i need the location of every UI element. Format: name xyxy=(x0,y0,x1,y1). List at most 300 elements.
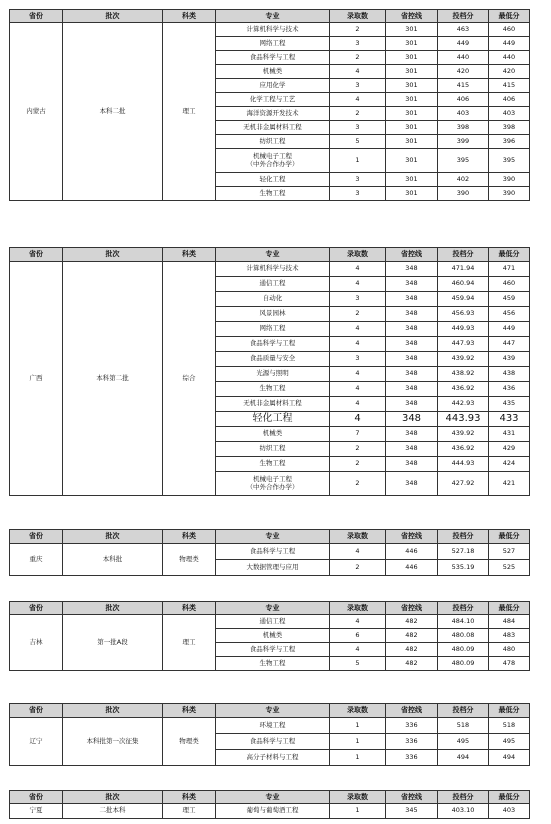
control-cell: 301 xyxy=(386,37,438,51)
lowest-cell: 471 xyxy=(489,262,530,277)
major-cell xyxy=(216,718,330,734)
header-province: 省份 xyxy=(10,10,63,23)
header-lowest: 最低分 xyxy=(489,10,530,23)
admitted-cell: 2 xyxy=(330,307,386,322)
major-cell xyxy=(216,367,330,382)
control-cell: 348 xyxy=(386,442,438,457)
admitted-cell: 4 xyxy=(330,322,386,337)
lowest-cell: 390 xyxy=(489,173,530,187)
major-cell xyxy=(216,734,330,750)
major-name: 食品科学与工程 xyxy=(249,644,296,653)
toudang-cell: 463 xyxy=(438,23,489,37)
control-cell: 446 xyxy=(386,560,438,576)
major-cell xyxy=(216,173,330,187)
major-name: 纺织工程 xyxy=(259,136,286,145)
table-row xyxy=(10,262,530,277)
admitted-cell: 1 xyxy=(330,718,386,734)
toudang-cell: 439.92 xyxy=(438,352,489,367)
toudang-cell: 443.93 xyxy=(438,412,489,427)
toudang-cell: 390 xyxy=(438,187,489,201)
header-control: 省控线 xyxy=(386,248,438,262)
admitted-cell: 2 xyxy=(330,51,386,65)
header-category: 科类 xyxy=(163,248,216,262)
control-cell: 446 xyxy=(386,544,438,560)
major-cell xyxy=(216,657,330,671)
lowest-cell: 390 xyxy=(489,187,530,201)
control-cell: 336 xyxy=(386,750,438,766)
major-cell xyxy=(216,277,330,292)
toudang-cell: 459.94 xyxy=(438,292,489,307)
admitted-cell: 4 xyxy=(330,397,386,412)
admitted-cell: 5 xyxy=(330,657,386,671)
control-cell: 301 xyxy=(386,149,438,173)
admitted-cell: 2 xyxy=(330,23,386,37)
control-cell: 348 xyxy=(386,307,438,322)
lowest-cell: 431 xyxy=(489,427,530,442)
header-major: 专业 xyxy=(216,791,330,804)
toudang-cell: 438.92 xyxy=(438,367,489,382)
header-province: 省份 xyxy=(10,530,63,544)
control-cell: 348 xyxy=(386,472,438,496)
toudang-cell: 440 xyxy=(438,51,489,65)
header-category: 科类 xyxy=(163,530,216,544)
toudang-cell: 449 xyxy=(438,37,489,51)
major-cell xyxy=(216,262,330,277)
header-province: 省份 xyxy=(10,602,63,615)
major-name: 海洋资源开发技术 xyxy=(246,108,299,117)
admitted-cell: 4 xyxy=(330,65,386,79)
lowest-cell: 460 xyxy=(489,23,530,37)
major-name: 葡萄与葡萄酒工程 xyxy=(246,806,299,815)
batch-cell: 第一批A段 xyxy=(63,615,163,671)
major-name: 光源与照明 xyxy=(256,369,289,378)
lowest-cell: 525 xyxy=(489,560,530,576)
admitted-cell: 2 xyxy=(330,472,386,496)
batch-cell: 二批本科 xyxy=(63,804,163,819)
admitted-cell: 5 xyxy=(330,135,386,149)
control-cell: 348 xyxy=(386,427,438,442)
table-row xyxy=(10,544,530,560)
major-name: 食品科学与工程 xyxy=(249,339,296,348)
lowest-cell: 398 xyxy=(489,121,530,135)
control-cell: 336 xyxy=(386,734,438,750)
header-batch: 批次 xyxy=(63,704,163,718)
toudang-cell: 444.93 xyxy=(438,457,489,472)
lowest-cell: 483 xyxy=(489,629,530,643)
control-cell: 336 xyxy=(386,718,438,734)
lowest-cell: 429 xyxy=(489,442,530,457)
admitted-cell: 3 xyxy=(330,187,386,201)
lowest-cell: 403 xyxy=(489,107,530,121)
admitted-cell: 2 xyxy=(330,442,386,457)
category-cell: 物理类 xyxy=(163,544,216,576)
toudang-cell: 402 xyxy=(438,173,489,187)
header-lowest: 最低分 xyxy=(489,530,530,544)
admitted-cell: 4 xyxy=(330,93,386,107)
lowest-cell: 527 xyxy=(489,544,530,560)
category-cell: 理工 xyxy=(163,615,216,671)
header-control: 省控线 xyxy=(386,704,438,718)
major-name: 轻化工程 xyxy=(252,413,293,425)
toudang-cell: 535.19 xyxy=(438,560,489,576)
batch-cell: 本科第二批 xyxy=(63,262,163,496)
major-cell xyxy=(216,121,330,135)
major-name: 网络工程 xyxy=(259,324,286,333)
admitted-cell: 2 xyxy=(330,560,386,576)
lowest-cell: 433 xyxy=(489,412,530,427)
lowest-cell: 494 xyxy=(489,750,530,766)
major-cell xyxy=(216,397,330,412)
admitted-cell: 4 xyxy=(330,367,386,382)
header-toudang: 投档分 xyxy=(438,704,489,718)
major-name: 食品质量与安全 xyxy=(249,354,296,363)
major-name: 生物工程 xyxy=(259,188,286,197)
control-cell: 301 xyxy=(386,65,438,79)
admission-table xyxy=(9,601,530,671)
admitted-cell: 2 xyxy=(330,107,386,121)
control-cell: 348 xyxy=(386,397,438,412)
toudang-cell: 427.92 xyxy=(438,472,489,496)
major-cell xyxy=(216,37,330,51)
province-cell: 辽宁 xyxy=(10,718,63,766)
control-cell: 482 xyxy=(386,615,438,629)
toudang-cell: 403.10 xyxy=(438,804,489,819)
major-cell xyxy=(216,560,330,576)
toudang-cell: 484.10 xyxy=(438,615,489,629)
control-cell: 348 xyxy=(386,367,438,382)
admission-table xyxy=(9,703,530,766)
major-cell xyxy=(216,187,330,201)
lowest-cell: 439 xyxy=(489,352,530,367)
admitted-cell: 4 xyxy=(330,277,386,292)
lowest-cell: 395 xyxy=(489,149,530,173)
major-cell xyxy=(216,750,330,766)
header-control: 省控线 xyxy=(386,530,438,544)
toudang-cell: 398 xyxy=(438,121,489,135)
header-row xyxy=(10,704,530,718)
province-cell: 宁夏 xyxy=(10,804,63,819)
lowest-cell: 436 xyxy=(489,382,530,397)
major-cell xyxy=(216,149,330,173)
major-name: 网络工程 xyxy=(259,38,286,47)
header-category: 科类 xyxy=(163,704,216,718)
major-name: 轻化工程 xyxy=(259,174,286,183)
admitted-cell: 1 xyxy=(330,149,386,173)
lowest-cell: 459 xyxy=(489,292,530,307)
major-cell xyxy=(216,352,330,367)
control-cell: 348 xyxy=(386,322,438,337)
table-row xyxy=(10,804,530,819)
major-cell xyxy=(216,804,330,819)
admitted-cell: 2 xyxy=(330,457,386,472)
major-cell xyxy=(216,643,330,657)
admitted-cell: 3 xyxy=(330,121,386,135)
major-cell xyxy=(216,135,330,149)
lowest-cell: 396 xyxy=(489,135,530,149)
header-batch: 批次 xyxy=(63,530,163,544)
header-row xyxy=(10,10,530,23)
control-cell: 348 xyxy=(386,412,438,427)
toudang-cell: 436.92 xyxy=(438,442,489,457)
major-cell xyxy=(216,412,330,427)
toudang-cell: 406 xyxy=(438,93,489,107)
admitted-cell: 4 xyxy=(330,412,386,427)
header-major: 专业 xyxy=(216,248,330,262)
control-cell: 348 xyxy=(386,352,438,367)
header-admitted: 录取数 xyxy=(330,248,386,262)
header-category: 科类 xyxy=(163,10,216,23)
major-name: 高分子材料与工程 xyxy=(246,752,299,761)
admitted-cell: 4 xyxy=(330,544,386,560)
header-batch: 批次 xyxy=(63,791,163,804)
major-name: 食品科学与工程 xyxy=(249,546,296,555)
major-name: 食品科学与工程 xyxy=(249,736,296,745)
header-toudang: 投档分 xyxy=(438,248,489,262)
major-name: 纺织工程 xyxy=(259,444,286,453)
province-cell: 吉林 xyxy=(10,615,63,671)
lowest-cell: 403 xyxy=(489,804,530,819)
header-admitted: 录取数 xyxy=(330,530,386,544)
header-batch: 批次 xyxy=(63,10,163,23)
lowest-cell: 420 xyxy=(489,65,530,79)
lowest-cell: 484 xyxy=(489,615,530,629)
lowest-cell: 495 xyxy=(489,734,530,750)
header-admitted: 录取数 xyxy=(330,10,386,23)
major-cell xyxy=(216,442,330,457)
admission-table xyxy=(9,529,530,576)
control-cell: 348 xyxy=(386,382,438,397)
control-cell: 482 xyxy=(386,643,438,657)
major-cell xyxy=(216,65,330,79)
header-lowest: 最低分 xyxy=(489,248,530,262)
control-cell: 301 xyxy=(386,121,438,135)
header-admitted: 录取数 xyxy=(330,704,386,718)
major-cell xyxy=(216,457,330,472)
major-cell xyxy=(216,629,330,643)
control-cell: 348 xyxy=(386,262,438,277)
header-admitted: 录取数 xyxy=(330,791,386,804)
header-major: 专业 xyxy=(216,602,330,615)
major-name: 机械电子工程 xyxy=(253,152,292,161)
major-cell xyxy=(216,307,330,322)
header-control: 省控线 xyxy=(386,602,438,615)
header-row xyxy=(10,530,530,544)
lowest-cell: 421 xyxy=(489,472,530,496)
province-cell: 重庆 xyxy=(10,544,63,576)
toudang-cell: 420 xyxy=(438,65,489,79)
admitted-cell: 3 xyxy=(330,292,386,307)
admission-table xyxy=(9,790,530,819)
batch-cell: 本科批 xyxy=(63,544,163,576)
major-name: 大数据管理与应用 xyxy=(246,562,299,571)
table-row xyxy=(10,23,530,37)
toudang-cell: 449.93 xyxy=(438,322,489,337)
major-note: （中外合作办学） xyxy=(246,482,299,491)
toudang-cell: 436.92 xyxy=(438,382,489,397)
header-major: 专业 xyxy=(216,704,330,718)
major-name: 机械类 xyxy=(262,630,283,639)
major-name: 计算机科学与技术 xyxy=(246,264,299,273)
control-cell: 301 xyxy=(386,93,438,107)
header-category: 科类 xyxy=(163,791,216,804)
toudang-cell: 527.18 xyxy=(438,544,489,560)
lowest-cell: 518 xyxy=(489,718,530,734)
control-cell: 301 xyxy=(386,79,438,93)
toudang-cell: 480.09 xyxy=(438,657,489,671)
table-row xyxy=(10,615,530,629)
lowest-cell: 438 xyxy=(489,367,530,382)
toudang-cell: 494 xyxy=(438,750,489,766)
admitted-cell: 1 xyxy=(330,750,386,766)
admitted-cell: 4 xyxy=(330,643,386,657)
batch-cell: 本科二批 xyxy=(63,23,163,201)
admitted-cell: 6 xyxy=(330,629,386,643)
major-name: 机械电子工程 xyxy=(253,475,292,484)
lowest-cell: 480 xyxy=(489,643,530,657)
control-cell: 301 xyxy=(386,107,438,121)
toudang-cell: 399 xyxy=(438,135,489,149)
header-batch: 批次 xyxy=(63,248,163,262)
toudang-cell: 447.93 xyxy=(438,337,489,352)
header-lowest: 最低分 xyxy=(489,704,530,718)
lowest-cell: 447 xyxy=(489,337,530,352)
admitted-cell: 3 xyxy=(330,173,386,187)
major-note: （中外合作办学） xyxy=(246,159,299,168)
header-admitted: 录取数 xyxy=(330,602,386,615)
major-name: 生物工程 xyxy=(259,384,286,393)
major-name: 机械类 xyxy=(262,429,283,438)
major-cell xyxy=(216,51,330,65)
major-name: 生物工程 xyxy=(259,459,286,468)
header-province: 省份 xyxy=(10,791,63,804)
header-control: 省控线 xyxy=(386,791,438,804)
control-cell: 345 xyxy=(386,804,438,819)
admission-table xyxy=(9,9,530,201)
major-name: 食品科学与工程 xyxy=(249,52,296,61)
header-batch: 批次 xyxy=(63,602,163,615)
lowest-cell: 478 xyxy=(489,657,530,671)
major-name: 风景园林 xyxy=(259,309,286,318)
major-cell xyxy=(216,544,330,560)
major-name: 化学工程与工艺 xyxy=(249,94,296,103)
province-cell: 内蒙古 xyxy=(10,23,63,201)
category-cell: 理工 xyxy=(163,23,216,201)
lowest-cell: 460 xyxy=(489,277,530,292)
lowest-cell: 449 xyxy=(489,37,530,51)
control-cell: 301 xyxy=(386,187,438,201)
province-cell: 广西 xyxy=(10,262,63,496)
control-cell: 301 xyxy=(386,23,438,37)
control-cell: 301 xyxy=(386,135,438,149)
toudang-cell: 471.94 xyxy=(438,262,489,277)
major-name: 计算机科学与技术 xyxy=(246,24,299,33)
lowest-cell: 449 xyxy=(489,322,530,337)
major-name: 环境工程 xyxy=(259,720,286,729)
lowest-cell: 406 xyxy=(489,93,530,107)
major-cell xyxy=(216,427,330,442)
header-toudang: 投档分 xyxy=(438,10,489,23)
toudang-cell: 415 xyxy=(438,79,489,93)
control-cell: 482 xyxy=(386,629,438,643)
header-major: 专业 xyxy=(216,10,330,23)
header-category: 科类 xyxy=(163,602,216,615)
major-cell xyxy=(216,337,330,352)
major-name: 生物工程 xyxy=(259,658,286,667)
control-cell: 348 xyxy=(386,457,438,472)
admitted-cell: 4 xyxy=(330,382,386,397)
toudang-cell: 480.08 xyxy=(438,629,489,643)
header-toudang: 投档分 xyxy=(438,530,489,544)
admission-table xyxy=(9,247,530,496)
major-name: 无机非金属材料工程 xyxy=(243,399,302,408)
major-name: 通信工程 xyxy=(259,616,286,625)
major-name: 无机非金属材料工程 xyxy=(243,122,302,131)
header-province: 省份 xyxy=(10,248,63,262)
header-row xyxy=(10,248,530,262)
toudang-cell: 442.93 xyxy=(438,397,489,412)
major-name: 机械类 xyxy=(262,66,283,75)
admitted-cell: 1 xyxy=(330,734,386,750)
control-cell: 348 xyxy=(386,292,438,307)
admitted-cell: 1 xyxy=(330,804,386,819)
toudang-cell: 480.09 xyxy=(438,643,489,657)
toudang-cell: 518 xyxy=(438,718,489,734)
admitted-cell: 4 xyxy=(330,337,386,352)
category-cell: 物理类 xyxy=(163,718,216,766)
category-cell: 理工 xyxy=(163,804,216,819)
lowest-cell: 440 xyxy=(489,51,530,65)
toudang-cell: 439.92 xyxy=(438,427,489,442)
lowest-cell: 456 xyxy=(489,307,530,322)
control-cell: 301 xyxy=(386,51,438,65)
major-cell xyxy=(216,79,330,93)
admitted-cell: 3 xyxy=(330,37,386,51)
lowest-cell: 415 xyxy=(489,79,530,93)
batch-cell: 本科批第一次征集 xyxy=(63,718,163,766)
header-lowest: 最低分 xyxy=(489,602,530,615)
admitted-cell: 3 xyxy=(330,352,386,367)
toudang-cell: 395 xyxy=(438,149,489,173)
admitted-cell: 7 xyxy=(330,427,386,442)
major-cell xyxy=(216,382,330,397)
admitted-cell: 3 xyxy=(330,79,386,93)
major-name: 自动化 xyxy=(262,294,283,303)
header-toudang: 投档分 xyxy=(438,602,489,615)
category-cell: 综合 xyxy=(163,262,216,496)
control-cell: 301 xyxy=(386,173,438,187)
major-name: 应用化学 xyxy=(259,80,286,89)
major-cell xyxy=(216,93,330,107)
toudang-cell: 456.93 xyxy=(438,307,489,322)
control-cell: 482 xyxy=(386,657,438,671)
lowest-cell: 424 xyxy=(489,457,530,472)
admitted-cell: 4 xyxy=(330,615,386,629)
header-row xyxy=(10,791,530,804)
major-cell xyxy=(216,292,330,307)
major-cell xyxy=(216,322,330,337)
admitted-cell: 4 xyxy=(330,262,386,277)
header-lowest: 最低分 xyxy=(489,791,530,804)
header-major: 专业 xyxy=(216,530,330,544)
control-cell: 348 xyxy=(386,277,438,292)
major-cell xyxy=(216,472,330,496)
major-cell xyxy=(216,615,330,629)
header-province: 省份 xyxy=(10,704,63,718)
header-row xyxy=(10,602,530,615)
toudang-cell: 495 xyxy=(438,734,489,750)
header-toudang: 投档分 xyxy=(438,791,489,804)
header-control: 省控线 xyxy=(386,10,438,23)
